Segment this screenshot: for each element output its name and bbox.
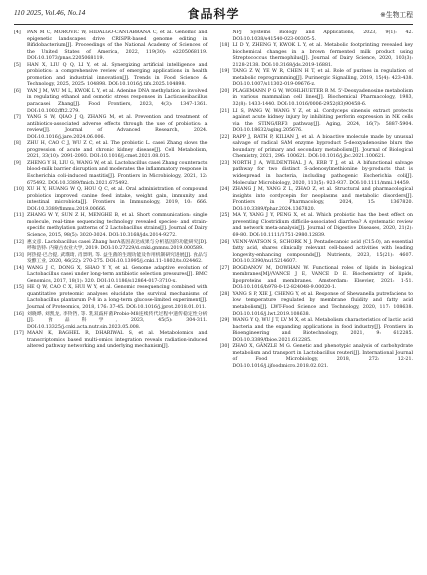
reference-number: [15] [14, 285, 24, 291]
reference-number: [8] [14, 141, 21, 147]
reference-item [14, 141, 208, 161]
section-label: ※生物工程 [380, 11, 413, 19]
reference-item [14, 253, 208, 266]
left-column [14, 30, 208, 563]
reference-number: [23] [219, 160, 230, 166]
reference-item [220, 135, 414, 161]
reference-item [220, 161, 414, 187]
reference-number: [9] [14, 160, 21, 166]
reference-number: [5] [14, 62, 21, 68]
reference-item [220, 109, 414, 135]
reference-number: [6] [14, 88, 21, 94]
reference-item [220, 266, 414, 292]
reference-number: [13] [14, 252, 24, 258]
reference-text: YANG S P, XIE J, CHENG Y, et al. Response of Shewanella putrefaciens to low temperature regulated by membrane fluidity and fatty acid metabolism[J]. LWT-Food Science and Technology, 2020, 117: 108638. DOI:10.1016/j.lwt.2019.108638. [232, 291, 413, 317]
reference-item [220, 187, 414, 213]
reference-text: ZHANG W Y, SUN Z H, MENGHE B, et al. Short communication: single molecule, real-time sequencing technology revealed species- and strain-specific methylation patterns of 2 Lactobacillus strains[J]. Journal of Dairy Science, 2015, 98(5): 3020-3024. DOI:10.3168/jds.2014-9272. [27, 213, 208, 238]
reference-item [220, 213, 414, 239]
reference-item [220, 318, 414, 344]
reference-number: [19] [219, 69, 230, 75]
reference-number: [25] [219, 213, 230, 219]
reference-item [14, 115, 208, 141]
reference-text: ZHU H, CAO C J, WU Z C, et al. The probiotic L. casei Zhang slows the progression of acute and chronic kidney disease[J]. Cell Metabolism, 2021, 33(10): 2091-2093. DOI:10.1016/j.cmet.2021.08.015. [27, 141, 208, 160]
reference-text: MA Y, YANG J Y, PENG X, et al. Which probiotic has the best effect on preventing Clostridium difficile-associated diarrhea? A systematic review and network meta-analysis[J]. Journal of Digestive Diseases, 2020, 21(2): 69-80. DOI:10.1111/1751-2980.12839. [232, 213, 413, 238]
reference-item [14, 331, 208, 351]
reference-number: [16] [14, 311, 24, 317]
reference-text: 惠文彦. Lactobacillus casei Zhang hsrA基因表达成果与分析基因的功能研究[D]. 呼和浩特: 内蒙古农业大学, 2019. DOI:10.27229/d.cnki.gnmnu.2019.000589. [27, 239, 208, 252]
reference-number: [7] [14, 115, 21, 121]
reference-number: [27] [219, 265, 230, 271]
reference-number: [26] [219, 239, 230, 245]
reference-item [14, 312, 208, 332]
reference-number: [28] [219, 291, 230, 297]
reference-text: LI D Y, ZHENG Y, KWOK L Y, et al. Metabolic footprinting revealed key biochemical changes in a brown fermented milk product using Streptococcus thermophilus[J]. Journal of Dairy Science, 2020, 103(3): 2128-2138. DOI:10.3168/jds.2019-16881. [232, 43, 413, 68]
reference-text: PAN M C, MOROVIC W, HIDALGO-CANTABRANA C, et al. Genomic and epigenetic landscapes drive CRISPR-based genome editing in Bifidobacterium[J]. Proceedings of the National Academy of Sciences of the United States of America, 2022, 119(30): e2205068119. DOI:10.1073/pnas.2205068119. [27, 30, 208, 62]
reference-text: RAPP J, RATH P, KILIAN J, et al. A bioactive molecule made by unusual salvage of radical SAM enzyme byproduct 5-deoxyadenosine blurs the boundary of primary and secondary metabolism[J]. Journal of Biological Chemistry, 2021, 296: 100621. DOI:10.1016/j.jbc.2021.100621. [232, 134, 413, 160]
reference-text: HE Q W, CAO C X, HUI W Y, et al. Genomic resequencing combined with quantitative proteomic analyses elucidate the survival mechanisms of Lactobacillus plantarum P-8 in a long-term glucose-limited experiment[J]. Journal of Proteomics, 2018, 176: 37-45. DOI:10.1016/j.jprot.2018.01.011. [27, 285, 208, 310]
right-column [220, 30, 414, 563]
reference-item [220, 43, 414, 69]
reference-text: 刘晓晔, 刘凯龙, 李铃铛, 等. 乳双歧杆菌Probio-M8连续传代过程中遗传稳定性分析[J]. 食品科学, 2023, 45(5): 304-311. DOI:10.13325/j.cnki.acta.nutr.sin.2023.05.008. [27, 311, 208, 330]
reference-item [220, 89, 414, 109]
reference-text: WANG Y Q, WU J T, LV M X, et al. Metabolism characteristics of lactic acid bacteria and the expanding applications in food industry[J]. Frontiers in Bioengineering and Biotechnology, 2021, 9: 612285. DOI:10.3389/fbioe.2021.612285. [232, 318, 413, 343]
reference-item [14, 285, 208, 311]
reference-item [220, 344, 414, 370]
reference-text: NORTH J A, WILDENTHAL J A, ERB T J, et al. A bifunctional salvage pathway for two distinct S-adenosylmethionine by-products that is widespread in bacteria, including pathogenic Escherichia coli[J]. Molecular Microbiology, 2020, 113(5): 923-937. DOI:10.1111/mmi.14459. [232, 160, 413, 186]
reference-number: [4] [14, 30, 21, 35]
reference-number: [14] [14, 265, 24, 271]
reference-text: MAAN K, BAGHEL R, DHARIWAL S, et al. Metabolomics and transcriptomics based multi-omics integration reveals radiation-induced altered pathway networking and underlying mechanism[J]. [27, 331, 208, 350]
page-number-issue: 110 2025, Vol.46, No.14 [14, 9, 86, 17]
running-header [14, 0, 413, 25]
reference-text: PLAGEMANN P G W, WOHLHUETER R M. 5'-Deoxyadenosine metabolism in various mammalian cell lines[J]. Biochemical Pharmacology, 1983, 32(8): 1433-1440. DOI:10.1016/0006-2952(83)90458-6. [232, 88, 413, 108]
reference-item [220, 30, 414, 43]
reference-number: [24] [219, 187, 230, 193]
reference-text: TANG Z W, YE W R, CHEN H T, et al. Role of purines in regulation of metabolic reprogramming[J]. Purinergic Signalling, 2019, 15(4): 423-438. DOI:10.1007/s11302-019-09676-z. [232, 69, 413, 88]
reference-text: XU H Y, HUANG W Q, HOU Q C, et al. Oral administration of compound probiotics improved canine feed intake, weight gain, immunity and intestinal microbiota[J]. Frontiers in Immunology, 2019, 10: 666. DOI:10.3389/fimmu.2019.00666. [27, 187, 208, 212]
reference-text: NPJ Systems Biology and Applications, 2023, 9(1): 42. DOI:10.1038/s41540-023-00305-5. [232, 30, 413, 42]
reference-number: [17] [14, 331, 24, 337]
reference-text: VENN-WATSON S, SCHORK N J. Pentadecanoic acid (C15:0), an essential fatty acid, shares clinically relevant cell-based activities with leading longevity-enhancing compounds[J]. Nutrients, 2023, 15(21): 4607. DOI:10.3390/nu15214607. [232, 239, 413, 265]
reference-number [220, 30, 233, 43]
reference-text: YANG S W, QIAO J Q, ZHANG M, et al. Prevention and treatment of antibiotics-associated adverse effects through the use of probiotics: a review[J]. Journal of Advanced Research, 2024. DOI:10.1016/j.jare.2024.06.006. [27, 115, 208, 140]
reference-text: HAN X, LIU Q Q, LI Y, et al. Synergizing artificial intelligence and probiotics: a comprehensive review of emerging applications in health promotion and industrial innovation[J]. Trends in Food Science & Technology, 2025, 2025: 104898. DOI:10.1016/j.tifs.2025.104898. [27, 62, 208, 88]
reference-item [220, 240, 414, 266]
reference-item [14, 187, 208, 213]
reference-item [14, 30, 208, 63]
reference-number: [18] [219, 43, 230, 49]
reference-text: ZHANG J M, YANG Z L, ZHAO Z, et al. Structural and pharmacological insights into cordycepin for neoplasms and metabolic disorders[J]. Frontiers in Pharmacology, 2024, 15: 1367820. DOI:10.3389/fphar.2024.1367820. [232, 187, 413, 212]
reference-text: ZHAO X, GÄNZLE M G. Genetic and phenotypic analysis of carbohydrate metabolism and transport in Lactobacillus reuteri[J]. International Journal of Food Microbiology, 2018, 272: 12-21. DOI:10.1016/j.ijfoodmicro.2018.02.021. [232, 344, 413, 369]
reference-text: BOGDANOV M, DOWHAN W. Functional roles of lipids in biological membranes[M]//VANCE J E, VANCE D E. Biochemistry of lipids, lipoproteins and membranes. Amsterdam: Elsevier, 2021: 1-51. DOI:10.1016/b978-0-12-824048-9.00020-1. [232, 265, 413, 291]
reference-number: [11] [14, 213, 24, 219]
references-body [14, 30, 413, 563]
reference-item [14, 63, 208, 89]
reference-item [14, 161, 208, 187]
reference-number: [10] [14, 187, 24, 193]
journal-title: 食品科学 [187, 7, 240, 21]
reference-number: [21] [219, 108, 230, 114]
reference-number: [20] [219, 88, 230, 94]
reference-number: [30] [219, 344, 230, 350]
reference-item [14, 266, 208, 286]
reference-text: WANG J C, DONG X, SHAO Y Y, et al. Genome adaptive evolution of Lactobacillus casei under long-term antibiotic selection pressures[J]. BMC Genomics, 2017, 18(1): 320. DOI:10.1186/s12864-017-3710-x. [27, 265, 208, 284]
reference-item [14, 89, 208, 115]
reference-text: 阿热提·巴合提, 武璞琦, 肖景明, 等. 益生菌的生理功能及作用机制研究进展[J]. 食品与发酵工业, 2020, 46(22): 270-275. DOI:10.13995/j.cnki.11-1802/ts.024462. [27, 252, 208, 265]
reference-number: [22] [219, 134, 230, 140]
reference-number: [29] [219, 318, 230, 324]
reference-item [220, 292, 414, 318]
reference-item [220, 69, 414, 89]
reference-text: YAN J M, WU M L, KWOK L Y, et al. Adenine DNA methylation is involved in regulating ethanol and osmotic stress responses in Lacticaseibacillus paracasei Zhang[J]. Food Frontiers, 2023, 4(3): 1347-1361. DOI:10.1002/fft2.279. [27, 88, 208, 114]
reference-text: LI S, PANG W, WANG Y Z, et al. Cordyceps sinensis extract protects against acute kidney injury by inhibiting perforin expression in NK cells via the STING/IRF3 pathway[J]. Aging, 2024, 16(7): 5887-5904. DOI:10.18632/aging.205676. [232, 108, 413, 134]
reference-text: ZHENG Y H, LIU G, WANG W, et al. Lactobacillus casei Zhang counteracts blood-milk barrier disruption and moderates the inflammatory response in Escherichia coli-induced mastitis[J]. Frontiers in Microbiology, 2021, 12: 675492. DOI:10.3389/fmicb.2021.675492. [27, 160, 208, 186]
reference-number: [12] [14, 239, 24, 245]
reference-item [14, 240, 208, 253]
reference-item [14, 213, 208, 239]
